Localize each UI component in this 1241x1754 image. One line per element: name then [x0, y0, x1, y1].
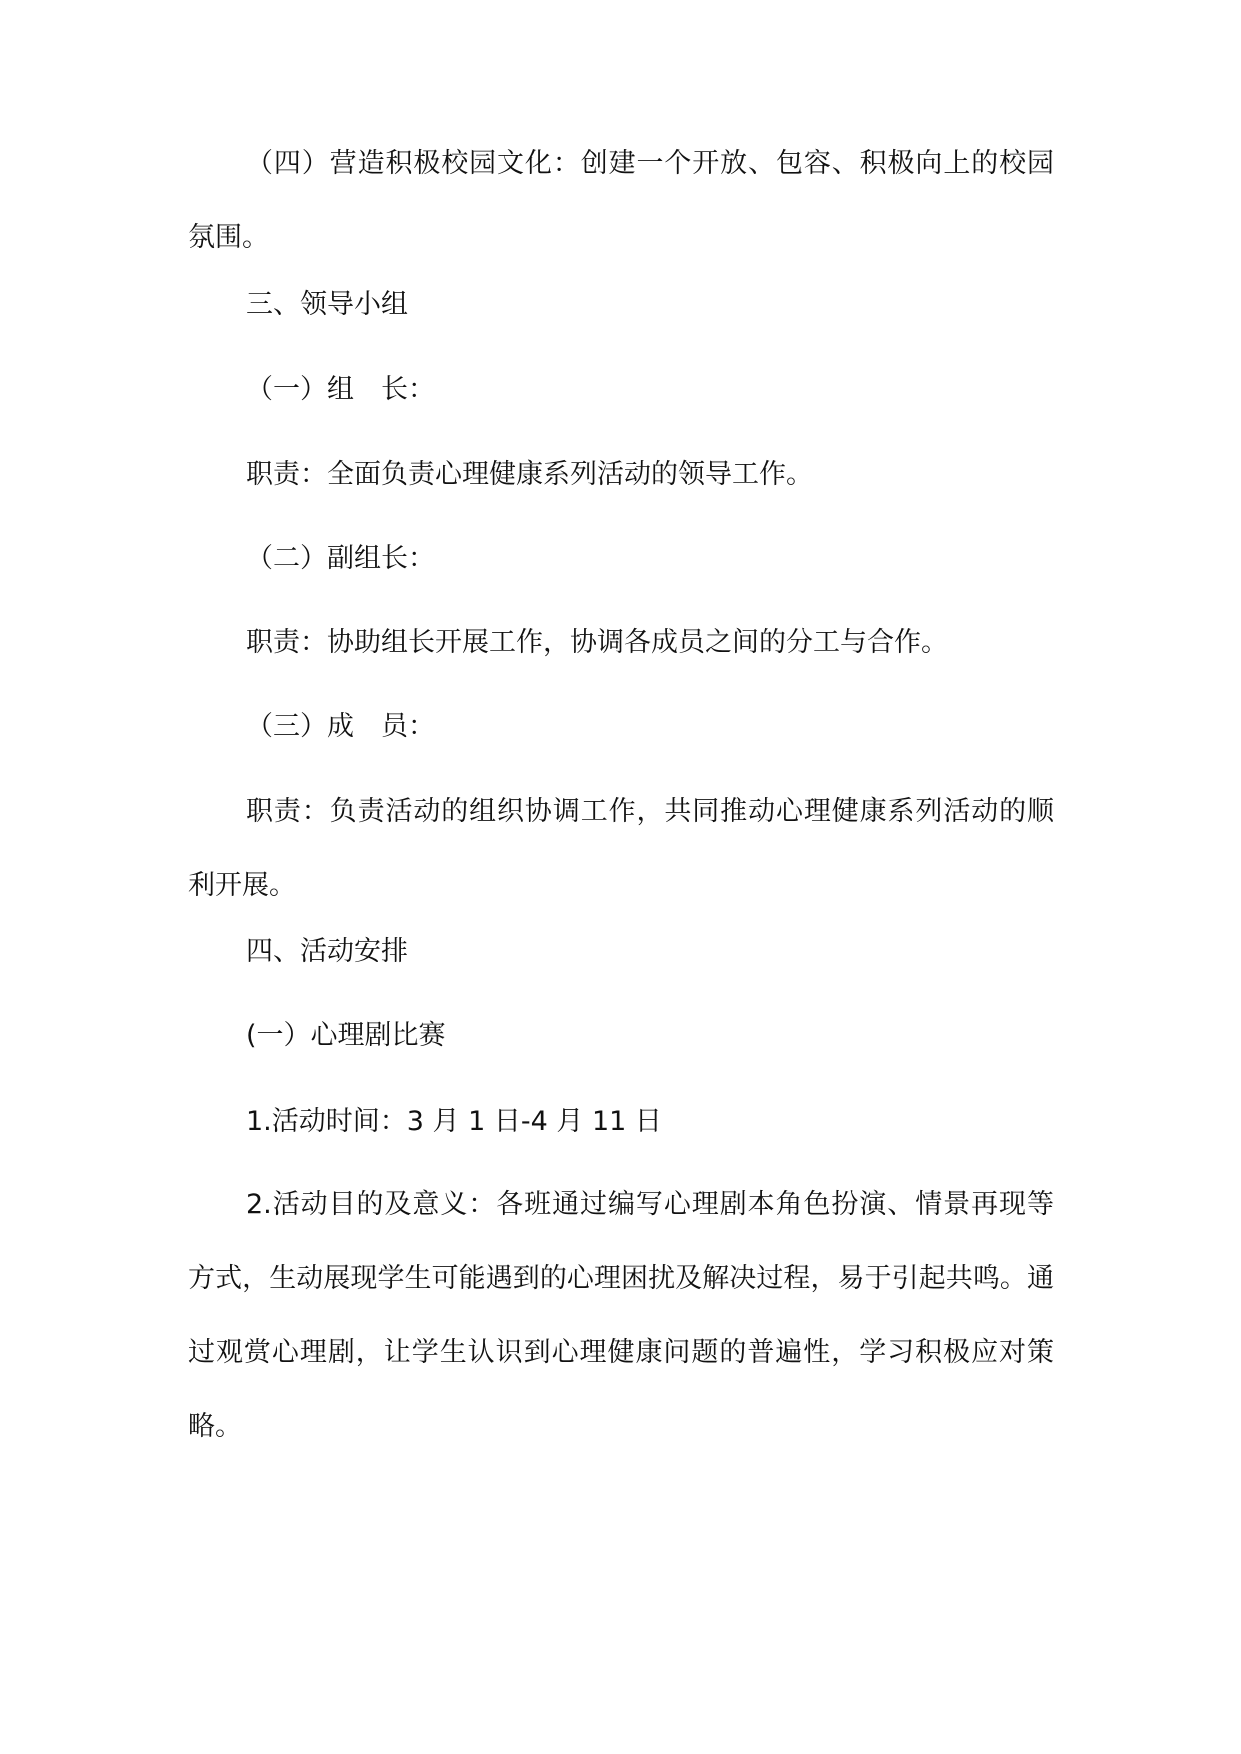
- paragraph-deputy-leader: （二）副组长：: [246, 543, 435, 574]
- paragraph-culture: （四）营造积极校园文化：创建一个开放、包容、积极向上的校园氛围。: [188, 148, 1054, 253]
- paragraph-leader-duty: 职责：全面负责心理健康系列活动的领导工作。: [246, 459, 813, 490]
- paragraph-drama-competition: (一）心理剧比赛: [246, 1020, 446, 1051]
- paragraph-activity-time: 1.活动时间：3 月 1 日-4 月 11 日: [246, 1106, 662, 1137]
- paragraph-group-leader: （一）组 长：: [246, 374, 435, 405]
- paragraph-member-duty: 职责：负责活动的组织协调工作，共同推动心理健康系列活动的顺利开展。: [188, 796, 1054, 901]
- heading-activity-arrangement: 四、活动安排: [246, 936, 408, 967]
- paragraph-deputy-duty: 职责：协助组长开展工作，协调各成员之间的分工与合作。: [246, 627, 948, 658]
- heading-leadership-group: 三、领导小组: [246, 289, 408, 320]
- paragraph-members: （三）成 员：: [246, 711, 435, 742]
- paragraph-activity-purpose: 2.活动目的及意义：各班通过编写心理剧本角色扮演、情景再现等方式，生动展现学生可能遇到的心理困扰及解决过程，易于引起共鸣。通过观赏心理剧，让学生认识到心理健康问题的普遍性，学习积极应对策略。: [188, 1189, 1054, 1442]
